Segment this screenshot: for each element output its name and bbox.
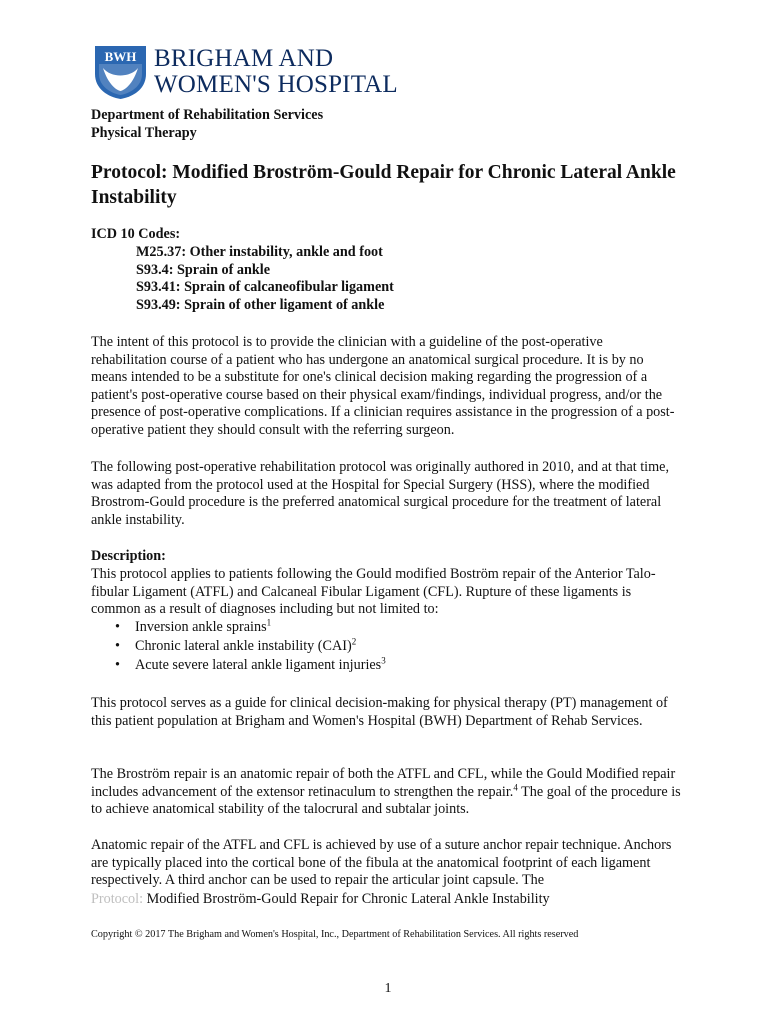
copyright-notice: Copyright © 2017 The Brigham and Women's Hospital, Inc., Department of Rehabilitation Services. All rights reserved [91, 929, 579, 940]
logo-monogram: BWH [104, 49, 137, 64]
bwh-shield-icon [93, 44, 148, 100]
list-item-text: Acute severe lateral ankle ligament injuries [135, 657, 382, 673]
list-item-text: Chronic lateral ankle instability (CAI) [135, 638, 352, 654]
icd-code: M25.37: Other instability, ankle and foot [136, 244, 383, 260]
department-division: Physical Therapy [91, 124, 197, 141]
department-name: Department of Rehabilitation Services [91, 107, 324, 123]
list-item [115, 638, 386, 657]
repair-text-cont: The goal of the procedure is to achieve anatomical stability of the talocrural and subtalar joints. [91, 783, 681, 817]
icd-code: S93.4: Sprain of ankle [136, 261, 271, 278]
list-item [115, 657, 386, 676]
department-block [91, 107, 323, 142]
footnote-ref: 2 [351, 636, 357, 647]
logo-text-line2: WOMEN'S HOSPITAL [154, 71, 398, 98]
guide-paragraph: This protocol serves as a guide for clinical decision-making for physical therapy (PT) management of this patient population at Brigham and Women's Hospital (BWH) Department of Rehab Services. [91, 695, 668, 729]
description-heading: Description: [91, 548, 166, 564]
repair-paragraph [91, 766, 681, 819]
icd-code: S93.41: Sprain of calcaneofibular ligament [136, 279, 394, 295]
page-number: 1 [384, 981, 392, 996]
bullet-icon: • [115, 638, 120, 654]
list-item-text: Inversion ankle sprains [135, 619, 267, 635]
bullet-icon: • [115, 657, 120, 673]
description-paragraph: This protocol applies to patients following the Gould modified Boström repair of the Anterior Talo-fibular Ligament (ATFL) and Calcaneal Fibular Ligament (CFL). Rupture of these ligaments is common as a result of diagnoses including but not limited to: [91, 566, 656, 617]
icd-code-list [136, 244, 394, 314]
footnote-ref: 4 [513, 781, 518, 792]
anchor-paragraph: Anatomic repair of the ATFL and CFL is achieved by use of a suture anchor repair technique. Anchors are typically placed into the cortical bone of the fibula at the anatomical footprint of each ligament respectively. A third anchor can be used to repair the articular joint capsule. The [91, 837, 672, 888]
footer-protocol-label: Protocol: [91, 891, 144, 907]
footnote-ref: 1 [266, 617, 272, 628]
history-paragraph: The following post-operative rehabilitation protocol was originally authored in 2010, and at that time, was adapted from the protocol used at the Hospital for Special Surgery (HSS), where the modified Brostrom-Gould procedure is the preferred anatomical surgical procedure for the treatment of lateral ankle instability. [91, 459, 669, 528]
bullet-icon: • [115, 619, 120, 635]
icd-code: S93.49: Sprain of other ligament of ankle [136, 296, 385, 313]
hospital-logo [93, 44, 403, 100]
logo-text-line1: BRIGHAM AND [154, 45, 334, 72]
page-title: Protocol: Modified Broström-Gould Repair for Chronic Lateral Ankle Instability [91, 162, 676, 208]
list-item [115, 619, 386, 638]
icd-heading: ICD 10 Codes: [91, 226, 181, 242]
diagnosis-list [115, 619, 386, 676]
repair-text: The Broström repair is an anatomic repair of both the ATFL and CFL, while the Gould Modified repair includes advancement of the extensor retinaculum to strengthen the repair. [91, 766, 676, 800]
footer-protocol-name: Modified Broström-Gould Repair for Chronic Lateral Ankle Instability [143, 891, 550, 907]
footer-protocol-title [91, 891, 550, 909]
intent-paragraph: The intent of this protocol is to provide the clinician with a guideline of the post-operative rehabilitation course of a patient who has undergone an anatomical surgical procedure. It is by no means intended to be a substitute for one's clinical decision making regarding the progression of a patient's post-operative course based on their physical exam/findings, individual progress, and/or the presence of post-operative complications. If a clinician requires assistance in the progression of a post-operative patient they should consult with the referring surgeon. [91, 334, 675, 438]
footnote-ref: 3 [381, 655, 386, 666]
